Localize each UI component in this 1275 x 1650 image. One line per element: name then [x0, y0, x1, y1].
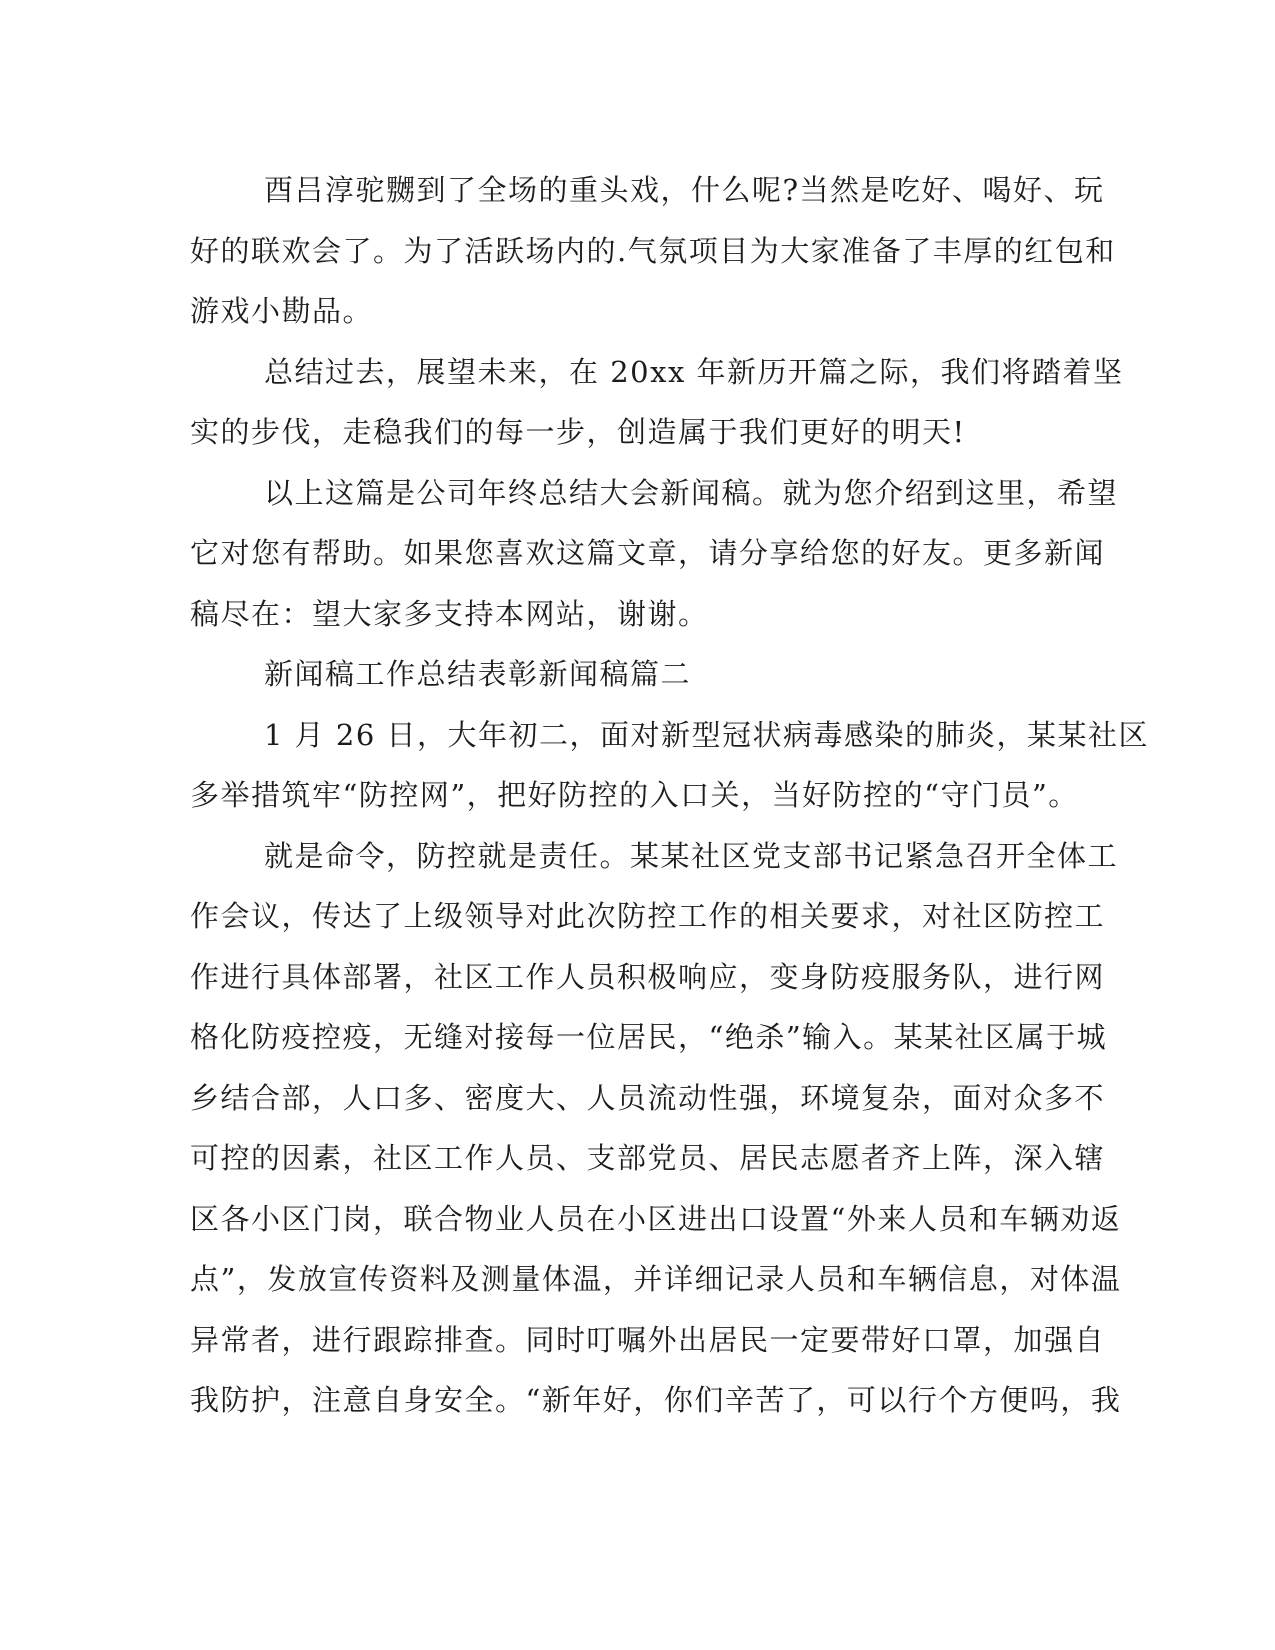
- text-line: 它对您有帮助。如果您喜欢这篇文章，请分享给您的好友。更多新闻: [190, 536, 1106, 570]
- text-line: 酉吕淳驼嬲到了全场的重头戏，什么呢?当然是吃好、喝好、玩: [264, 173, 1105, 207]
- text-line: 1 月 26 日，大年初二，面对新型冠状病毒感染的肺炎，某某社区: [264, 717, 1150, 752]
- text-line: 可控的因素，社区工作人员、支部党员、居民志愿者齐上阵，深入辖: [190, 1141, 1106, 1175]
- text-line: 就是命令，防控就是责任。某某社区党支部书记紧急召开全体工: [264, 838, 1119, 873]
- text-line: 好的联欢会了。为了活跃场内的.气氛项目为大家准备了丰厚的红包和: [190, 233, 1116, 268]
- text-line: 总结过去，展望未来，在 20xx 年新历开篇之际，我们将踏着坚: [264, 354, 1124, 389]
- section-heading: 新闻稿工作总结表彰新闻稿篇二: [264, 657, 692, 691]
- text-line: 乡结合部，人口多、密度大、人员流动性强，环境复杂，面对众多不: [190, 1080, 1106, 1115]
- text-line: 作进行具体部署，社区工作人员积极响应，变身防疫服务队，进行网: [190, 959, 1106, 994]
- text-line: 作会议，传达了上级领导对此次防控工作的相关要求，对社区防控工: [190, 899, 1106, 933]
- text-line: 游戏小勘品。: [190, 294, 374, 328]
- text-line: 多举措筑牢“防控网”，把好防控的入口关，当好防控的“守门员”。: [190, 778, 1079, 812]
- text-line: 点”，发放宣传资料及测量体温，并详细记录人员和车辆信息，对体温: [190, 1262, 1122, 1296]
- document-body: [190, 160, 1150, 1431]
- text-line: 稿尽在：望大家多支持本网站，谢谢。: [190, 596, 709, 631]
- text-line: 区各小区门岗，联合物业人员在小区进出口设置“外来人员和车辆劝返: [190, 1201, 1122, 1236]
- text-line: 异常者，进行跟踪排查。同时叮嘱外出居民一定要带好口罩，加强自: [190, 1322, 1106, 1357]
- text-line: 格化防疫控疫，无缝对接每一位居民，“绝杀”输入。某某社区属于城: [190, 1020, 1108, 1054]
- text-line: 以上这篇是公司年终总结大会新闻稿。就为您介绍到这里，希望: [264, 475, 1119, 510]
- text-line: 实的步伐，走稳我们的每一步，创造属于我们更好的明天!: [190, 415, 966, 449]
- text-line: 我防护，注意自身安全。“新年好，你们辛苦了，可以行个方便吗，我: [190, 1383, 1122, 1417]
